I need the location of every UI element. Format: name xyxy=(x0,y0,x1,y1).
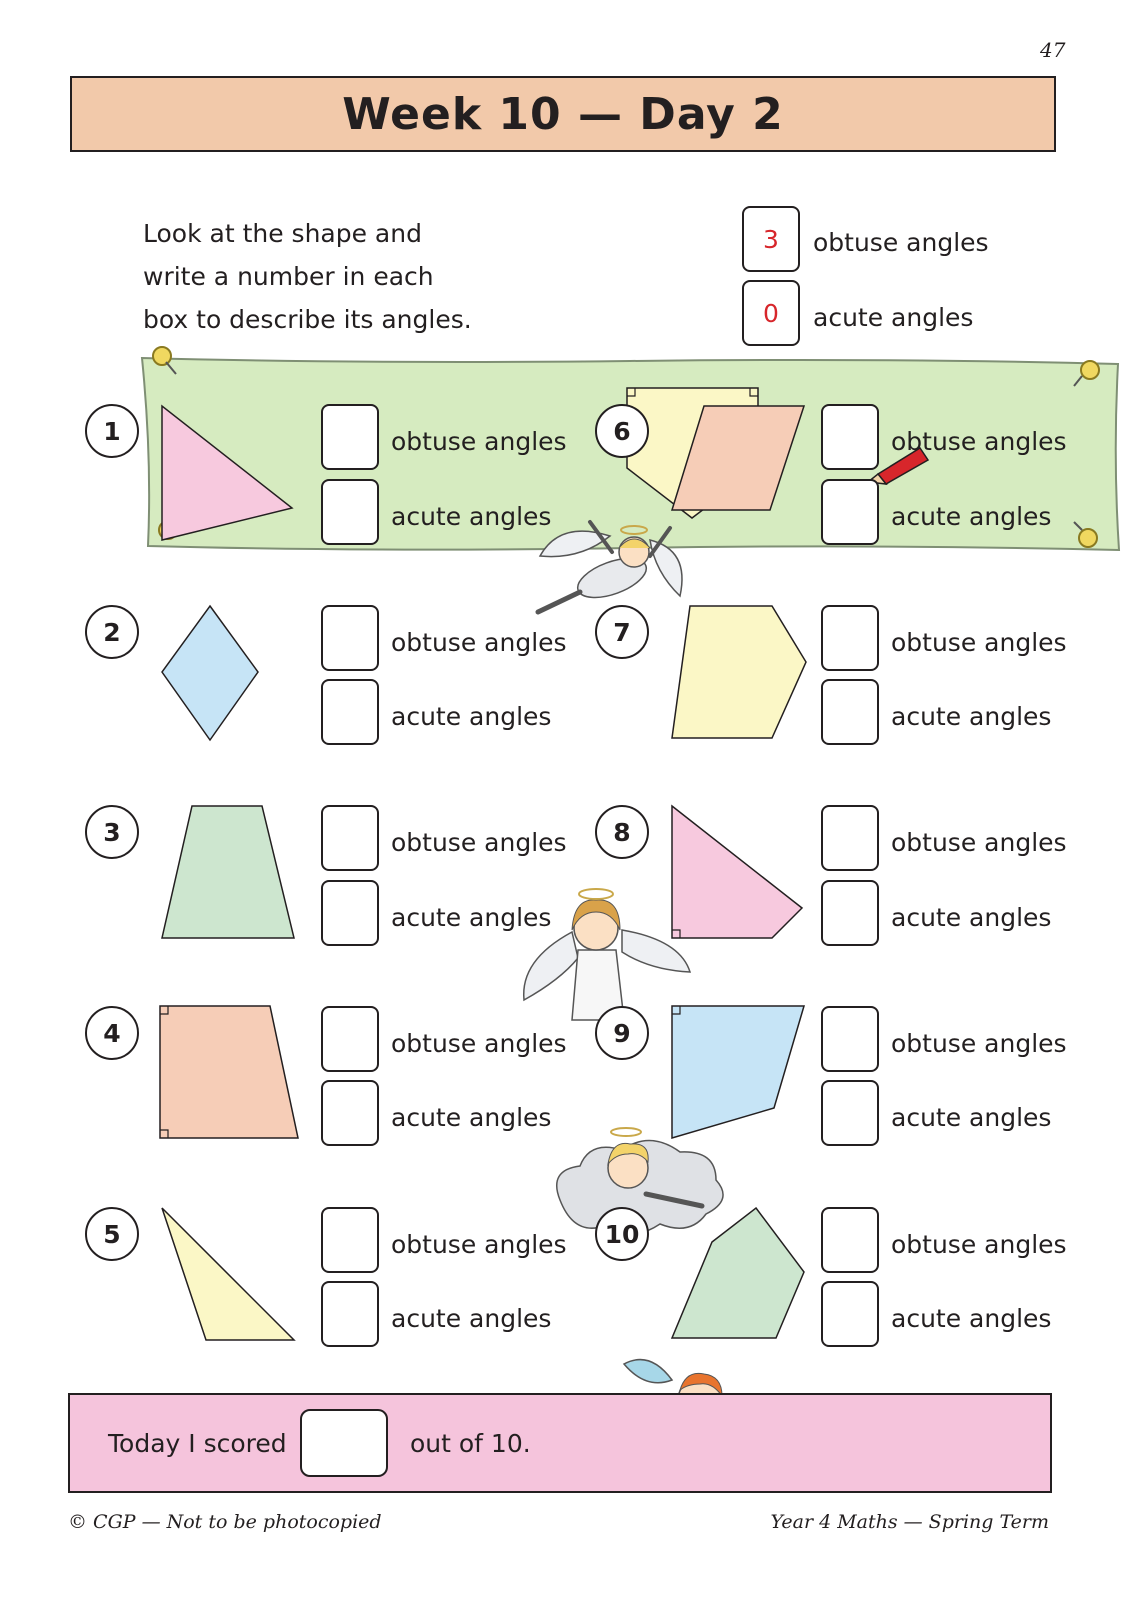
obtuse-label: obtuse angles xyxy=(891,628,1067,657)
obtuse-answer-box-7[interactable] xyxy=(821,605,879,671)
acute-label: acute angles xyxy=(891,1304,1052,1333)
acute-answer-box-1[interactable] xyxy=(321,479,379,545)
obtuse-answer-box-5[interactable] xyxy=(321,1207,379,1273)
question-number-10: 10 xyxy=(595,1207,649,1261)
acute-label: acute angles xyxy=(891,502,1052,531)
acute-answer-box-10[interactable] xyxy=(821,1281,879,1347)
obtuse-answer-box-1[interactable] xyxy=(321,404,379,470)
example-acute-box: 0 xyxy=(742,280,800,346)
shape-q7 xyxy=(672,606,806,738)
instruction-line: write a number in each xyxy=(143,262,434,291)
example-obtuse-box: 3 xyxy=(742,206,800,272)
shape-q6 xyxy=(672,406,804,510)
acute-label: acute angles xyxy=(391,1103,552,1132)
question-number-3: 3 xyxy=(85,805,139,859)
obtuse-answer-box-6[interactable] xyxy=(821,404,879,470)
acute-label: acute angles xyxy=(891,702,1052,731)
page-number: 47 xyxy=(1040,38,1066,62)
shape-q8 xyxy=(672,806,802,938)
score-input-box[interactable] xyxy=(300,1409,388,1477)
acute-answer-box-3[interactable] xyxy=(321,880,379,946)
obtuse-label: obtuse angles xyxy=(891,828,1067,857)
question-number-1: 1 xyxy=(85,404,139,458)
instruction-line: box to describe its angles. xyxy=(143,305,472,334)
shape-q9 xyxy=(672,1006,804,1138)
obtuse-label: obtuse angles xyxy=(891,427,1067,456)
acute-answer-box-4[interactable] xyxy=(321,1080,379,1146)
score-prefix: Today I scored xyxy=(108,1429,287,1458)
footer-term: Year 4 Maths — Spring Term xyxy=(770,1511,1049,1533)
instruction-line: Look at the shape and xyxy=(143,219,422,248)
question-number-7: 7 xyxy=(595,605,649,659)
acute-label: acute angles xyxy=(891,903,1052,932)
score-suffix: out of 10. xyxy=(410,1429,531,1458)
shape-q3 xyxy=(162,806,294,938)
shape-q5 xyxy=(162,1208,294,1340)
obtuse-answer-box-8[interactable] xyxy=(821,805,879,871)
obtuse-label: obtuse angles xyxy=(391,1230,567,1259)
footer-copyright: © CGP — Not to be photocopied xyxy=(68,1511,382,1533)
obtuse-label: obtuse angles xyxy=(391,828,567,857)
acute-answer-box-5[interactable] xyxy=(321,1281,379,1347)
question-number-9: 9 xyxy=(595,1006,649,1060)
acute-label: acute angles xyxy=(391,903,552,932)
page-title: Week 10 — Day 2 xyxy=(342,88,784,140)
acute-answer-box-8[interactable] xyxy=(821,880,879,946)
acute-label: acute angles xyxy=(391,502,552,531)
shape-q4 xyxy=(160,1006,298,1138)
shape-q2 xyxy=(162,606,258,740)
obtuse-answer-box-10[interactable] xyxy=(821,1207,879,1273)
shape-q1 xyxy=(162,406,292,540)
obtuse-label: obtuse angles xyxy=(891,1029,1067,1058)
acute-label: acute angles xyxy=(391,702,552,731)
angel-flying-illustration xyxy=(538,522,682,612)
obtuse-label: obtuse angles xyxy=(391,427,567,456)
acute-label: acute angles xyxy=(891,1103,1052,1132)
question-number-4: 4 xyxy=(85,1006,139,1060)
question-number-6: 6 xyxy=(595,404,649,458)
acute-answer-box-2[interactable] xyxy=(321,679,379,745)
acute-answer-box-6[interactable] xyxy=(821,479,879,545)
example-acute-label: acute angles xyxy=(813,303,974,332)
example-obtuse-label: obtuse angles xyxy=(813,228,989,257)
obtuse-answer-box-4[interactable] xyxy=(321,1006,379,1072)
obtuse-answer-box-2[interactable] xyxy=(321,605,379,671)
obtuse-answer-box-3[interactable] xyxy=(321,805,379,871)
obtuse-label: obtuse angles xyxy=(391,628,567,657)
question-number-5: 5 xyxy=(85,1207,139,1261)
shape-q10 xyxy=(672,1208,804,1338)
acute-answer-box-9[interactable] xyxy=(821,1080,879,1146)
obtuse-label: obtuse angles xyxy=(891,1230,1067,1259)
acute-answer-box-7[interactable] xyxy=(821,679,879,745)
obtuse-answer-box-9[interactable] xyxy=(821,1006,879,1072)
question-number-8: 8 xyxy=(595,805,649,859)
obtuse-label: obtuse angles xyxy=(391,1029,567,1058)
question-number-2: 2 xyxy=(85,605,139,659)
acute-label: acute angles xyxy=(391,1304,552,1333)
